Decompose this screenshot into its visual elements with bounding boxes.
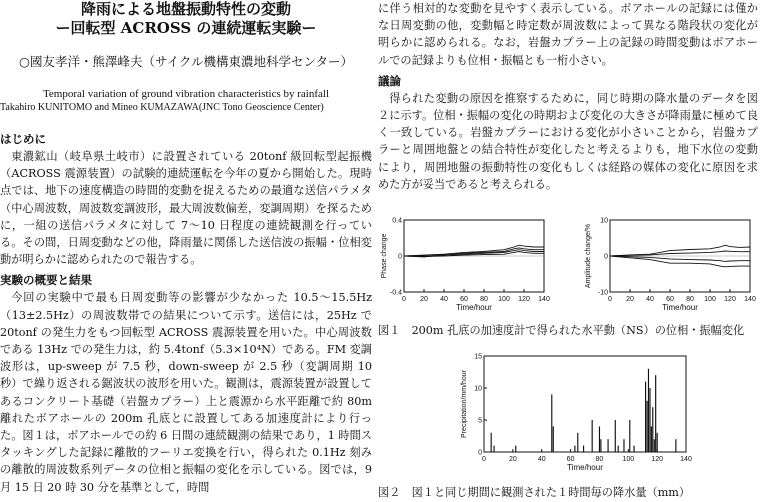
y-tick-label-0-0: -0.4 [389,289,402,297]
x-tick-label-2-0: 0 [482,456,486,463]
section-text-discussion: 得られた変動の原因を推察するために，同じ時期の降水量のデータを図２に示す。位相・振幅の変化の時期および変化の大きさが降雨量に極めて良く一致している。岩盤カプラーにおける変化が小さいことから，岩盤カプラーと周囲地盤との結合特性が変化したと考えるよりも，地下水位の変動により，周囲地盤の振動特性の変化もしくは経路の媒体の変化に原因を求めた方が妥当であると考えられる。 [378,91,758,191]
bar-13 [618,446,619,452]
y-axis-label-1: Amplitude change/% [585,223,592,289]
bar-6 [577,433,578,452]
x-axis-label-2: Time/hour [567,463,603,472]
x-tick-label-1-6: 120 [724,296,736,303]
y-tick-label-1-1: 0 [604,253,608,261]
series-line-1-2 [610,251,750,256]
figure-1 [378,214,758,312]
x-tick-label-0-6: 120 [518,296,530,303]
bar-17 [645,382,646,452]
authors-jp: ○國友孝洋・熊澤峰夫（サイクル機構東濃地科学センター） [19,54,353,69]
x-tick-label-1-4: 80 [686,296,694,303]
section-heading-experiment: 実験の概要と結果 [0,273,92,288]
bar-7 [583,446,584,452]
x-tick-label-1-1: 20 [626,296,634,303]
x-tick-label-2-5: 100 [622,456,635,463]
bar-24 [655,375,656,452]
y-tick-label-1-2: 10 [600,217,608,225]
bar-25 [657,433,658,452]
bar-26 [675,439,676,452]
x-tick-label-1-5: 100 [704,296,716,303]
bar-14 [623,439,624,452]
section-heading-discussion: 議論 [378,73,401,88]
right-column [378,0,758,499]
title-en: Temporal variation of ground vibration characteristics by rainfall [42,88,330,100]
x-tick-label-2-6: 120 [651,456,663,463]
y-tick-label-2-0: 0 [478,449,482,457]
series-line-1-0 [610,245,750,256]
x-tick-label-1-7: 140 [744,296,756,303]
y-tick-label-2-3: 15 [474,353,482,361]
bar-1 [494,446,495,452]
x-tick-label-2-7: 140 [680,456,692,463]
bar-10 [600,439,601,452]
bar-22 [652,407,653,452]
x-tick-label-2-2: 40 [537,456,546,463]
figure-2 [378,350,758,478]
x-tick-label-2-3: 60 [566,456,575,463]
title-line-1: 降雨による地盤振動特性の変動 [80,0,291,18]
figure-1-caption: 図１ 200m 孔底の加速度計で得られた水平動（NS）の位相・振幅変化 [378,324,745,337]
x-axis-label-1: Time/hour [662,303,698,312]
title-line-2: ー回転型 ACROSS の連続運転実験ー [55,19,317,37]
bar-18 [647,401,648,452]
y-axis-label-0: Phase change [381,233,388,279]
bar-16 [634,446,635,452]
bar-0 [491,433,492,452]
paper-title [0,0,372,38]
bar-12 [615,420,616,452]
x-tick-label-0-2: 40 [440,296,448,303]
authors-en: Takahiro KUNITOMO and Mineo KUMAZAWA(JNC Tono Geoscience Center) [0,102,324,113]
x-tick-label-2-4: 80 [595,456,604,463]
bar-5 [574,446,575,452]
x-tick-label-1-0: 0 [608,296,612,303]
x-tick-label-0-3: 60 [460,296,468,303]
y-tick-label-0-1: 0 [398,253,402,261]
bar-2 [515,446,516,452]
bar-3 [551,394,552,452]
left-column [0,0,372,496]
y-tick-label-2-2: 10 [474,385,482,393]
continued-text: に伴う相対的な変動を見やすく表示している。ボアホールの記録には僅かな日周変動の他，変動幅と時定数が周波数によって異なる階段状の変化が明らかに認められる。なお，岩盤カプラー上の記録の時間変動はボアホールでの記録よりも位相・振幅とも一桁小さい。 [378,2,758,67]
bar-11 [608,439,609,452]
x-tick-label-1-2: 40 [646,296,654,303]
section-heading-intro: はじめに [0,132,46,146]
y-tick-label-2-1: 5 [478,417,482,425]
figure-2-caption: 図２ 図１と同じ期間に観測された１時間毎の降水量（mm） [378,486,691,499]
bar-4 [553,426,554,452]
x-tick-label-0-1: 20 [420,296,428,303]
x-tick-label-0-4: 80 [480,296,488,303]
x-tick-label-0-5: 100 [498,296,510,303]
bar-15 [629,420,630,452]
y-tick-label-0-2: 0.4 [392,217,402,225]
bar-8 [592,420,593,452]
section-text-intro: 東濃鉱山（岐阜県土岐市）に設置されている 20tonf 級回転型起振機（ACROSS 震源装置）の試験的連続運転を今年の夏から開始した。現時点では、地下の速度構造の時間的変動を捉えるための最適な送信パラメタ（中心周波数，周波数変調波形，最大周波数偏差，変調周期）を探るために，一組の送信パラメタに対して 7～10 日程度の連続観測を行っている。その間，日周変動などの他，降雨量に関係した送信波の振幅・位相変動が明らかに認められたので報告する。 [0,150,372,267]
x-axis-label-0: Time/hour [456,303,492,312]
x-tick-label-0-7: 140 [538,296,550,303]
y-tick-label-1-0: -10 [597,289,608,297]
x-tick-label-2-1: 20 [508,456,517,463]
series-line-1-3 [610,256,750,261]
x-tick-label-0-0: 0 [402,296,406,303]
bar-23 [654,439,655,452]
bar-19 [648,369,649,452]
x-tick-label-1-3: 60 [666,296,674,303]
y-axis-label-2: Precipitation/mm/hour [461,369,468,439]
bar-21 [651,426,652,452]
bar-20 [649,388,650,452]
bar-9 [599,426,600,452]
section-text-experiment: 今回の実験中で最も日周変動等の影響が少なかった 10.5～15.5Hz（13±2.5Hz）の周波数帯での結果について示す。送信には，25Hz で 20tonf の発生力をもつ回転型 ACROSS 震源装置を用いた。中心周波数である 13Hz での発生力は，約 5.4tonf（5.3×10⁴N）である。FM 変調波形は，up-sweep が 7.5 秒，down-sweep が 2.5 秒（変調周期 10 秒）で繰り返される鋸波状の波形を用いた。観測は，震源装置が設置してあるコンクリート基礎（岩盤カプラー）上と震源から水平距離で約 80m 離れたボアホールの 200m 孔底とに設置してある加速度計により行った。図１は，ボアホールでの約 6 日間の連続観測の結果であり，1 時間スタッキングした記録に離散的フーリエ変換を行い，得られた 0.1Hz 刻みの離散的周波数系列データの位相と振幅の変化を示している。図では，9 月 15 日 20 時 30 分を基準として，時間 [0,291,372,494]
